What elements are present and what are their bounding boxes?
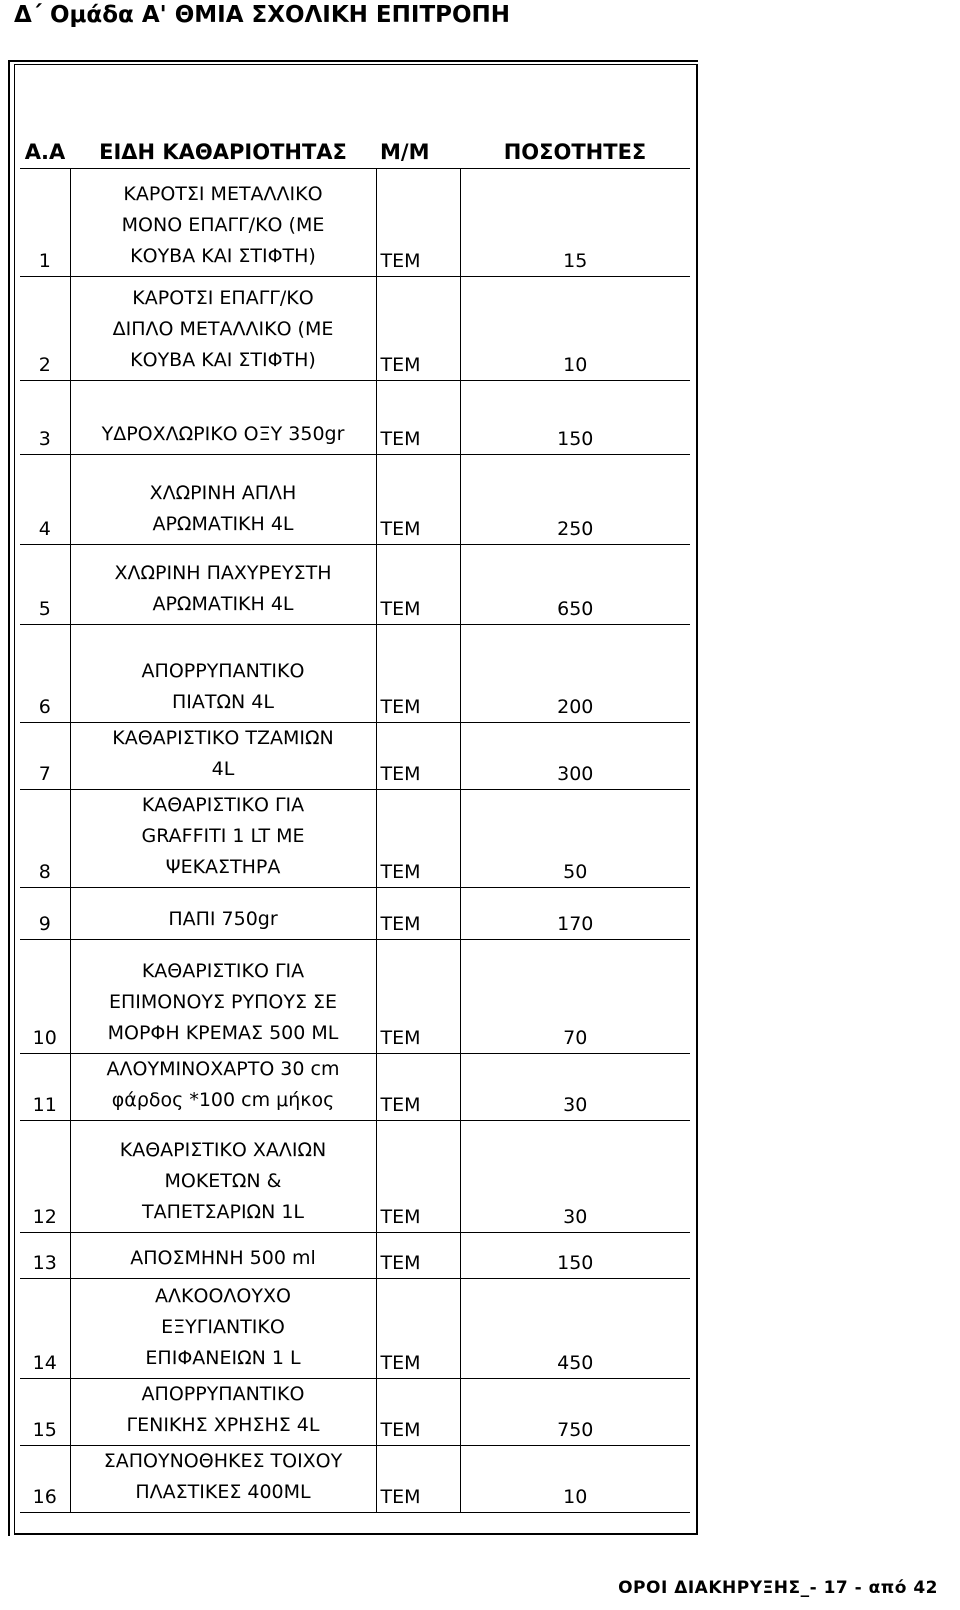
- row-quantity: 300: [460, 723, 690, 790]
- row-code: 5: [20, 545, 70, 625]
- table-row: [20, 455, 690, 545]
- row-quantity: 150: [460, 1233, 690, 1279]
- row-description: ΑΛΚΟΟΛΟΥΧΟ ΕΞΥΓΙΑΝΤΙΚΟ ΕΠΙΦΑΝΕΙΩΝ 1 L: [70, 1279, 376, 1379]
- row-code: 2: [20, 277, 70, 381]
- row-quantity: 170: [460, 888, 690, 940]
- row-code: 14: [20, 1279, 70, 1379]
- table-row: [20, 1379, 690, 1446]
- row-unit: ΤΕΜ: [376, 790, 460, 888]
- table-row: [20, 790, 690, 888]
- header-code: Α.Α: [20, 66, 70, 169]
- table-row: [20, 1233, 690, 1279]
- header-description: ΕΙΔΗ ΚΑΘΑΡΙΟΤΗΤΑΣ: [70, 66, 376, 169]
- row-code: 4: [20, 455, 70, 545]
- row-description: ΣΑΠΟΥΝΟΘΗΚΕΣ ΤΟΙΧΟΥ ΠΛΑΣΤΙΚΕΣ 400ML: [70, 1446, 376, 1513]
- row-quantity: 10: [460, 277, 690, 381]
- row-code: 16: [20, 1446, 70, 1513]
- row-quantity: 10: [460, 1446, 690, 1513]
- table-row: [20, 1279, 690, 1379]
- row-quantity: 30: [460, 1054, 690, 1121]
- table-row: [20, 888, 690, 940]
- header-unit: Μ/Μ: [376, 66, 460, 169]
- row-code: 7: [20, 723, 70, 790]
- row-code: 11: [20, 1054, 70, 1121]
- row-quantity: 750: [460, 1379, 690, 1446]
- row-quantity: 70: [460, 940, 690, 1054]
- items-table: [20, 66, 690, 1513]
- row-quantity: 250: [460, 455, 690, 545]
- table-row: [20, 545, 690, 625]
- table-row: [20, 723, 690, 790]
- row-description: ΚΑΘΑΡΙΣΤΙΚΟ ΤΖΑΜΙΩΝ 4L: [70, 723, 376, 790]
- row-description: ΥΔΡΟΧΛΩΡΙΚΟ ΟΞΥ 350gr: [70, 381, 376, 455]
- row-code: 12: [20, 1121, 70, 1233]
- row-code: 6: [20, 625, 70, 723]
- row-description: ΚΑΘΑΡΙΣΤΙΚΟ ΓΙΑ GRAFFITI 1 LT ΜΕ ΨΕΚΑΣΤΗΡΑ: [70, 790, 376, 888]
- row-quantity: 450: [460, 1279, 690, 1379]
- row-description: ΑΠΟΣΜΗΝΗ 500 ml: [70, 1233, 376, 1279]
- row-code: 8: [20, 790, 70, 888]
- row-unit: ΤΕΜ: [376, 1121, 460, 1233]
- table-row: [20, 169, 690, 277]
- row-unit: ΤΕΜ: [376, 545, 460, 625]
- table-row: [20, 1446, 690, 1513]
- row-unit: ΤΕΜ: [376, 940, 460, 1054]
- table-row: [20, 277, 690, 381]
- table-row: [20, 940, 690, 1054]
- row-description: ΧΛΩΡΙΝΗ ΠΑΧΥΡΕΥΣΤΗ ΑΡΩΜΑΤΙΚΗ 4L: [70, 545, 376, 625]
- table-row: [20, 1121, 690, 1233]
- row-description: ΑΠΟΡΡΥΠΑΝΤΙΚΟ ΓΕΝΙΚΗΣ ΧΡΗΣΗΣ 4L: [70, 1379, 376, 1446]
- row-unit: ΤΕΜ: [376, 455, 460, 545]
- row-quantity: 650: [460, 545, 690, 625]
- table-body: [20, 169, 690, 1513]
- row-quantity: 30: [460, 1121, 690, 1233]
- row-quantity: 50: [460, 790, 690, 888]
- row-unit: ΤΕΜ: [376, 723, 460, 790]
- row-unit: ΤΕΜ: [376, 1279, 460, 1379]
- header-quantity: ΠΟΣΟΤΗΤΕΣ: [460, 66, 690, 169]
- row-description: ΚΑΡΟΤΣΙ ΜΕΤΑΛΛΙΚΟ ΜΟΝΟ ΕΠΑΓΓ/ΚΟ (ΜΕ ΚΟΥΒΑ ΚΑΙ ΣΤΙΦΤΗ): [70, 169, 376, 277]
- table-row: [20, 1054, 690, 1121]
- row-code: 10: [20, 940, 70, 1054]
- row-unit: ΤΕΜ: [376, 1233, 460, 1279]
- row-description: ΚΑΘΑΡΙΣΤΙΚΟ ΓΙΑ ΕΠΙΜΟΝΟΥΣ ΡΥΠΟΥΣ ΣΕ ΜΟΡΦΗ ΚΡΕΜΑΣ 500 ML: [70, 940, 376, 1054]
- row-unit: ΤΕΜ: [376, 1054, 460, 1121]
- row-unit: ΤΕΜ: [376, 1446, 460, 1513]
- table-row: [20, 381, 690, 455]
- row-unit: ΤΕΜ: [376, 169, 460, 277]
- row-unit: ΤΕΜ: [376, 888, 460, 940]
- row-quantity: 15: [460, 169, 690, 277]
- table-header-row: [20, 66, 690, 169]
- table-row: [20, 625, 690, 723]
- row-unit: ΤΕΜ: [376, 1379, 460, 1446]
- row-description: ΠΑΠΙ 750gr: [70, 888, 376, 940]
- row-quantity: 150: [460, 381, 690, 455]
- row-description: ΑΠΟΡΡΥΠΑΝΤΙΚΟ ΠΙΑΤΩΝ 4L: [70, 625, 376, 723]
- row-code: 15: [20, 1379, 70, 1446]
- row-code: 9: [20, 888, 70, 940]
- row-code: 1: [20, 169, 70, 277]
- row-unit: ΤΕΜ: [376, 277, 460, 381]
- row-description: ΚΑΡΟΤΣΙ ΕΠΑΓΓ/ΚΟ ΔΙΠΛΟ ΜΕΤΑΛΛΙΚΟ (ΜΕ ΚΟΥΒΑ ΚΑΙ ΣΤΙΦΤΗ): [70, 277, 376, 381]
- page-title: Δ΄ Ομάδα Α' ΘΜΙΑ ΣΧΟΛΙΚΗ ΕΠΙΤΡΟΠΗ: [14, 2, 511, 28]
- page-footer: ΟΡΟΙ ΔΙΑΚΗΡΥΞΗΣ_- 17 - από 42: [618, 1578, 938, 1598]
- row-description: ΚΑΘΑΡΙΣΤΙΚΟ ΧΑΛΙΩΝ ΜΟΚΕΤΩΝ & ΤΑΠΕΤΣΑΡΙΩΝ 1L: [70, 1121, 376, 1233]
- row-unit: ΤΕΜ: [376, 381, 460, 455]
- row-unit: ΤΕΜ: [376, 625, 460, 723]
- row-code: 3: [20, 381, 70, 455]
- row-description: ΧΛΩΡΙΝΗ ΑΠΛΗ ΑΡΩΜΑΤΙΚΗ 4L: [70, 455, 376, 545]
- row-quantity: 200: [460, 625, 690, 723]
- row-description: ΑΛΟΥΜΙΝΟΧΑΡΤΟ 30 cm φάρδος *100 cm μήκος: [70, 1054, 376, 1121]
- row-code: 13: [20, 1233, 70, 1279]
